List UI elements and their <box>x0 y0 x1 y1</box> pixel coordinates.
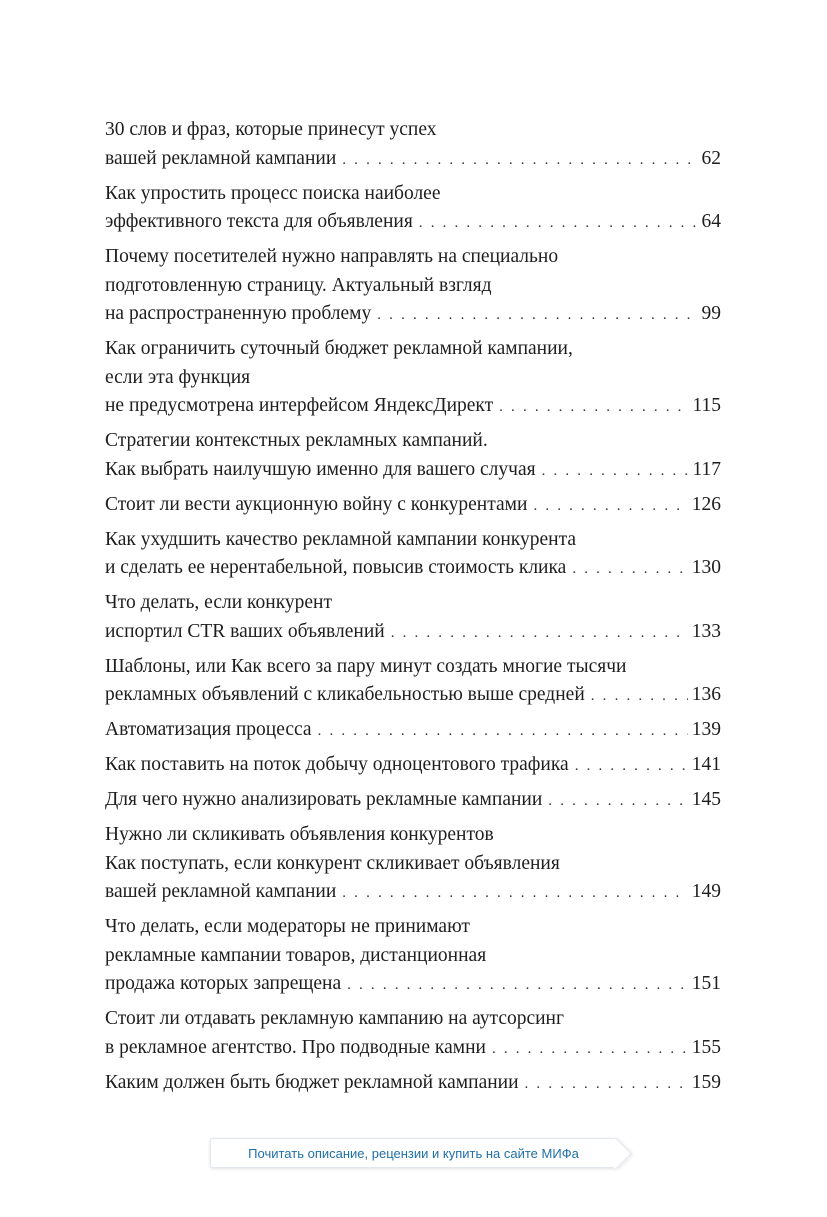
toc-entry <box>105 653 721 710</box>
toc-entry <box>105 116 721 173</box>
dot-leader <box>542 457 689 485</box>
toc-entry <box>105 526 721 583</box>
toc-page-number: 139 <box>691 719 721 740</box>
toc-entry <box>105 786 721 815</box>
dot-leader <box>391 619 688 647</box>
toc-page-number: 130 <box>691 557 721 578</box>
toc-page-number: 99 <box>701 303 721 324</box>
toc-entry <box>105 1005 721 1062</box>
toc-entry-title-line: Как ограничить суточный бюджет рекламной кампании, <box>105 338 573 359</box>
toc-page-number: 133 <box>691 620 721 642</box>
toc-entry-title-line: Для чего нужно анализировать рекламные кампании <box>105 789 543 810</box>
toc-page-number: 136 <box>691 684 721 705</box>
toc-page-number: 149 <box>691 881 721 902</box>
toc-entry-last-line <box>105 456 721 485</box>
dot-leader <box>377 301 697 329</box>
dot-leader <box>572 555 687 583</box>
buy-on-mif-link[interactable] <box>210 1138 616 1168</box>
toc-entry-last-line <box>105 208 721 237</box>
toc-page-number: 145 <box>691 789 721 810</box>
toc-entry-title-line: Что делать, если конкурент <box>105 592 333 613</box>
toc-entry-title-line: продажа которых запрещена <box>105 973 342 994</box>
toc-entry <box>105 491 721 520</box>
toc-entry-title-line: Нужно ли скликивать объявления конкурентов <box>105 824 494 845</box>
dot-leader <box>575 752 688 780</box>
toc-entry-title-line: не предусмотрена интерфейсом ЯндексДирект <box>105 395 494 416</box>
toc-entry-title-line: Как поставить на поток добычу одноцентового трафика <box>105 754 569 775</box>
toc-entry-last-line <box>105 716 721 745</box>
toc-entry-title-line: Стратегии контекстных рекламных кампаний. <box>105 430 488 451</box>
toc-entry-title-line: испортил CTR ваших объявлений <box>105 620 385 642</box>
toc-entry <box>105 716 721 745</box>
toc-page-number: 62 <box>701 147 721 169</box>
toc-entry-title-line: на распространенную проблему <box>105 303 372 324</box>
dot-leader <box>342 146 697 174</box>
buy-on-mif-link-text: Почитать описание, рецензии и купить на сайте МИФа <box>248 1145 579 1161</box>
toc-entry-last-line <box>105 878 721 907</box>
dot-leader <box>591 682 688 710</box>
toc-page-number: 155 <box>691 1036 721 1058</box>
toc-entry <box>105 180 721 237</box>
toc-entry-title-line: вашей рекламной кампании <box>105 147 337 169</box>
toc-entry-title-line: Как ухудшить качество рекламной кампании конкурента <box>105 528 576 550</box>
toc-page-number: 64 <box>701 211 721 232</box>
toc-entry-title-line: и сделать ее нерентабельной, повысив стоимость клика <box>105 557 567 578</box>
dot-leader <box>342 879 687 907</box>
toc-entry-title-line: Шаблоны, или Как всего за пару минут создать многие тысячи <box>105 655 627 677</box>
toc-entry-last-line <box>105 618 721 647</box>
toc-entry-title-line: Как упростить процесс поиска наиболее <box>105 182 441 204</box>
dot-leader <box>525 1070 688 1098</box>
toc-page-number: 115 <box>692 395 721 416</box>
toc-entry <box>105 589 721 646</box>
toc-entry <box>105 427 721 484</box>
toc-entry-title-line: рекламные кампании товаров, дистанционная <box>105 944 487 966</box>
toc-entry <box>105 243 721 329</box>
dot-leader <box>499 393 688 421</box>
toc-entry <box>105 751 721 780</box>
toc-entry-last-line <box>105 392 721 421</box>
toc-page-number: 117 <box>692 458 721 480</box>
toc-entry-title-line: 30 слов и фраз, которые принесут успех <box>105 119 437 140</box>
toc-entry-last-line <box>105 145 721 174</box>
toc-entry-title-line: Автоматизация процесса <box>105 719 312 740</box>
toc-entry-title-line: Стоит ли вести аукционную войну с конкурентами <box>105 493 528 515</box>
toc-entry-title-line: Каким должен быть бюджет рекламной кампании <box>105 1071 519 1093</box>
toc-entry-last-line <box>105 786 721 815</box>
toc-entry <box>105 335 721 421</box>
toc-entry-title-line: если эта функция <box>105 366 251 388</box>
dot-leader <box>492 1035 688 1063</box>
toc-entry-title-line: Почему посетителей нужно направлять на специально <box>105 246 559 267</box>
dot-leader <box>419 209 698 237</box>
toc-entry-title-line: Как выбрать наилучшую именно для вашего случая <box>105 458 536 480</box>
toc-page-number: 151 <box>691 973 721 994</box>
dot-leader <box>533 492 687 520</box>
toc-entry-last-line <box>105 751 721 780</box>
toc-page-number: 141 <box>691 754 721 775</box>
table-of-contents <box>105 116 721 1104</box>
toc-entry-title-line: вашей рекламной кампании <box>105 881 337 902</box>
toc-entry-title-line: подготовленную страницу. Актуальный взгляд <box>105 274 492 296</box>
toc-entry-title-line: рекламных объявлений с кликабельностью выше средней <box>105 684 585 705</box>
toc-entry-last-line <box>105 970 721 999</box>
toc-entry <box>105 913 721 999</box>
dot-leader <box>347 971 688 999</box>
toc-entry-title-line: эффективного текста для объявления <box>105 211 413 232</box>
toc-page-number: 159 <box>691 1071 721 1093</box>
toc-entry-title-line: Что делать, если модераторы не принимают <box>105 916 470 937</box>
toc-entry <box>105 821 721 907</box>
toc-entry-last-line <box>105 1069 721 1098</box>
dot-leader <box>318 717 688 745</box>
toc-entry-title-line: в рекламное агентство. Про подводные камни <box>105 1036 486 1058</box>
dot-leader <box>548 787 687 815</box>
toc-entry-last-line <box>105 1034 721 1063</box>
toc-entry-last-line <box>105 300 721 329</box>
toc-entry <box>105 1069 721 1098</box>
toc-entry-last-line <box>105 491 721 520</box>
toc-entry-title-line: Стоит ли отдавать рекламную кампанию на аутсорсинг <box>105 1008 564 1029</box>
toc-page-number: 126 <box>691 493 721 515</box>
toc-entry-title-line: Как поступать, если конкурент скликивает объявления <box>105 852 560 874</box>
toc-entry-last-line <box>105 554 721 583</box>
toc-entry-last-line <box>105 681 721 710</box>
